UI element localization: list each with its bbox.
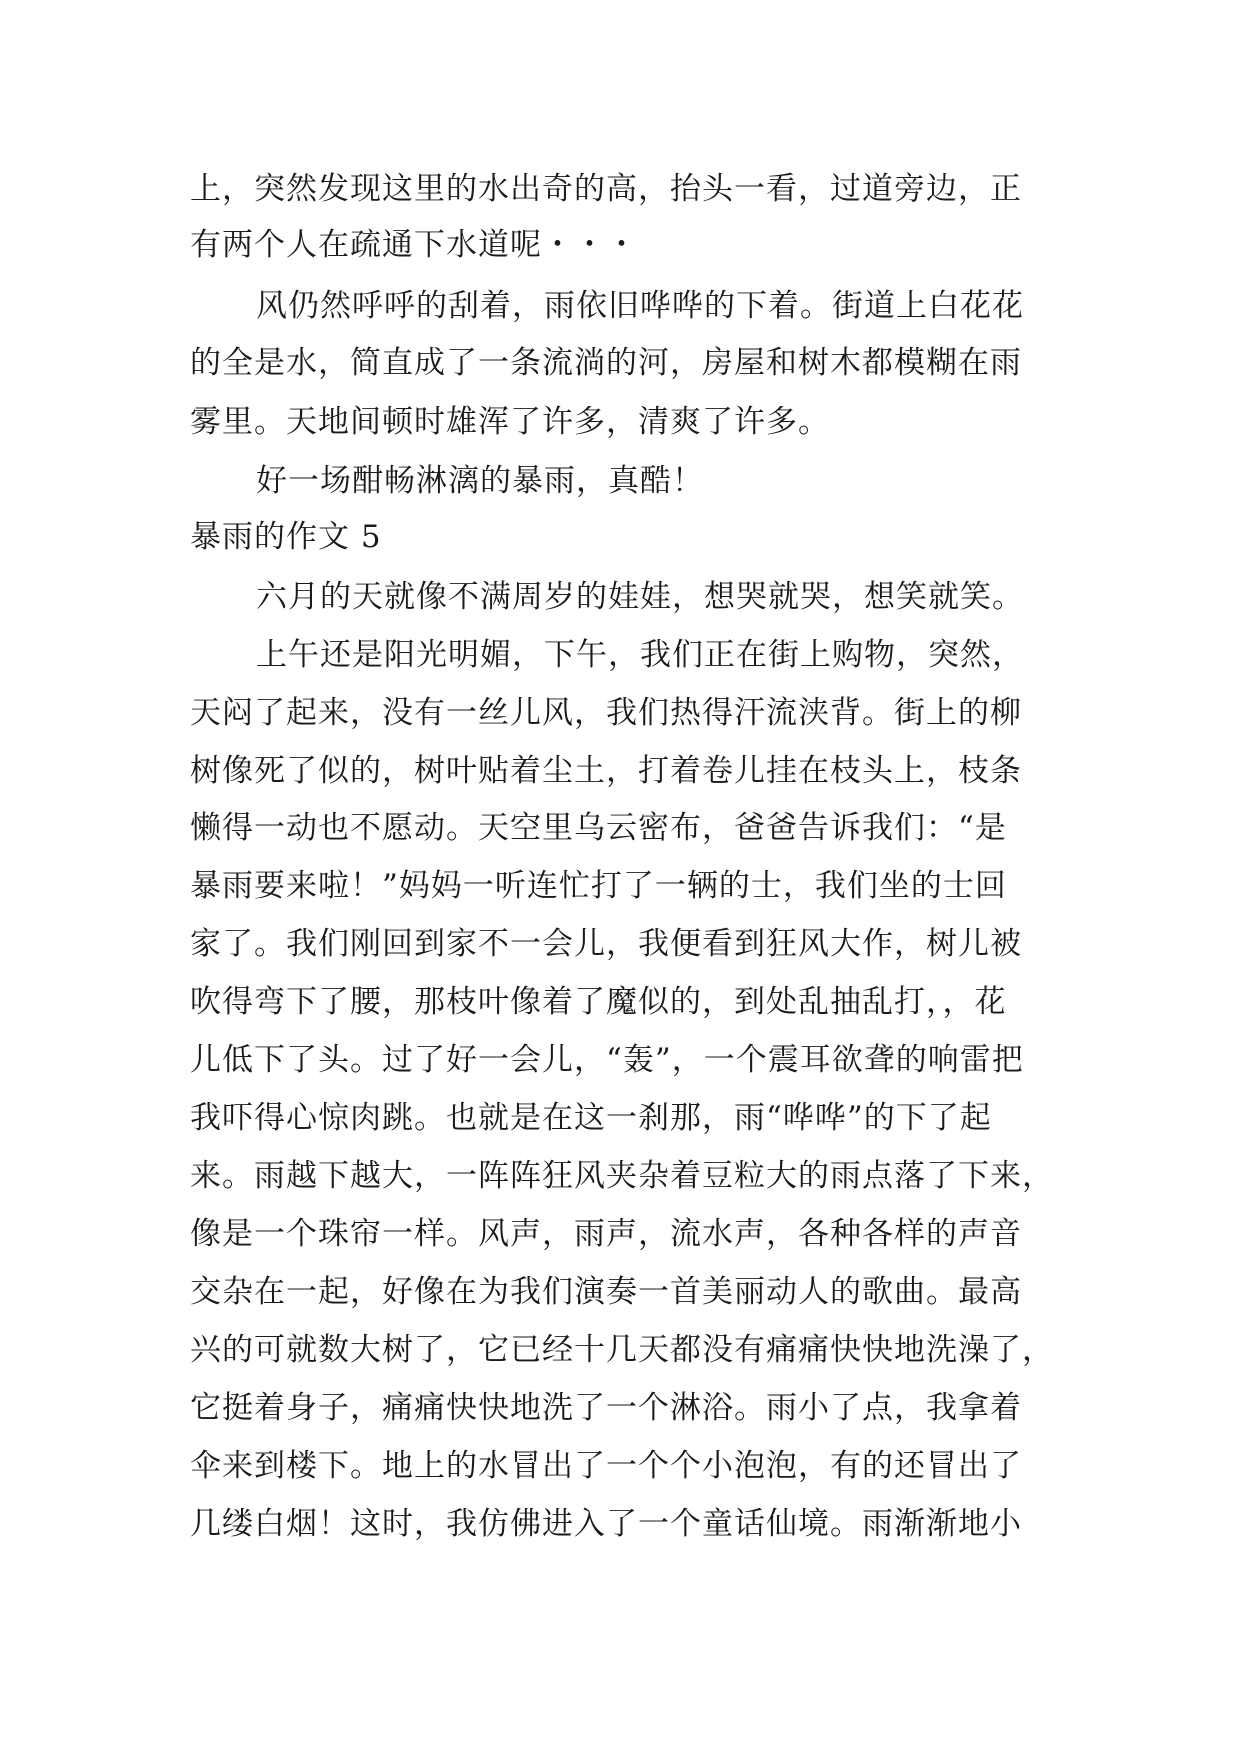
text-line: 像是一个珠帘一样。风声，雨声，流水声，各种各样的声音 xyxy=(190,1216,1022,1252)
text-line: 雾里。天地间顿时雄浑了许多，清爽了许多。 xyxy=(190,404,830,440)
text-line: 几缕白烟！这时，我仿佛进入了一个童话仙境。雨渐渐地小 xyxy=(190,1506,1022,1542)
text-line: 我吓得心惊肉跳。也就是在这一刹那，雨“哗哗”的下了起 xyxy=(190,1100,992,1136)
text-line: 交杂在一起，好像在为我们演奏一首美丽动人的歌曲。最高 xyxy=(190,1274,1022,1310)
text-line: 儿低下了头。过了好一会儿，“轰”，一个震耳欲聋的响雷把 xyxy=(190,1042,1024,1078)
text-line: 家了。我们刚回到家不一会儿，我便看到狂风大作，树儿被 xyxy=(190,926,1022,962)
text-line: 伞来到楼下。地上的水冒出了一个个小泡泡，有的还冒出了 xyxy=(190,1448,1022,1484)
text-line: 懒得一动也不愿动。天空里乌云密布，爸爸告诉我们：“是 xyxy=(190,810,1007,846)
text-line: 上，突然发现这里的水出奇的高，抬头一看，过道旁边，正 xyxy=(190,171,1022,207)
text-line: 吹得弯下了腰，那枝叶像着了魔似的，到处乱抽乱打，，花 xyxy=(190,984,1007,1020)
text-line: 兴的可就数大树了，它已经十几天都没有痛痛快快地洗澡了， xyxy=(190,1332,1054,1368)
text-line: 树像死了似的，树叶贴着尘土，打着卷儿挂在枝头上，枝条 xyxy=(190,753,1022,789)
paragraph-start-line: 上午还是阳光明媚，下午，我们正在街上购物，突然， xyxy=(256,637,1024,673)
text-line: 天闷了起来，没有一丝儿风，我们热得汗流浃背。街上的柳 xyxy=(190,695,1022,731)
text-line: 的全是水，简直成了一条流淌的河，房屋和树木都模糊在雨 xyxy=(190,345,1022,381)
paragraph-start-line: 风仍然呼呼的刮着，雨依旧哗哗的下着。街道上白花花 xyxy=(256,288,1024,324)
section-heading: 暴雨的作文 5 xyxy=(190,519,382,555)
paragraph-start-line: 好一场酣畅淋漓的暴雨，真酷！ xyxy=(256,463,704,499)
text-line: 暴雨要来啦！”妈妈一听连忙打了一辆的士，我们坐的士回 xyxy=(190,868,1007,904)
text-line: 它挺着身子，痛痛快快地洗了一个淋浴。雨小了点，我拿着 xyxy=(190,1390,1022,1426)
text-line: 来。雨越下越大，一阵阵狂风夹杂着豆粒大的雨点落了下来， xyxy=(190,1158,1054,1194)
paragraph-start-line: 六月的天就像不满周岁的娃娃，想哭就哭，想笑就笑。 xyxy=(256,579,1024,615)
text-line: 有两个人在疏通下水道呢・・・ xyxy=(190,227,638,263)
